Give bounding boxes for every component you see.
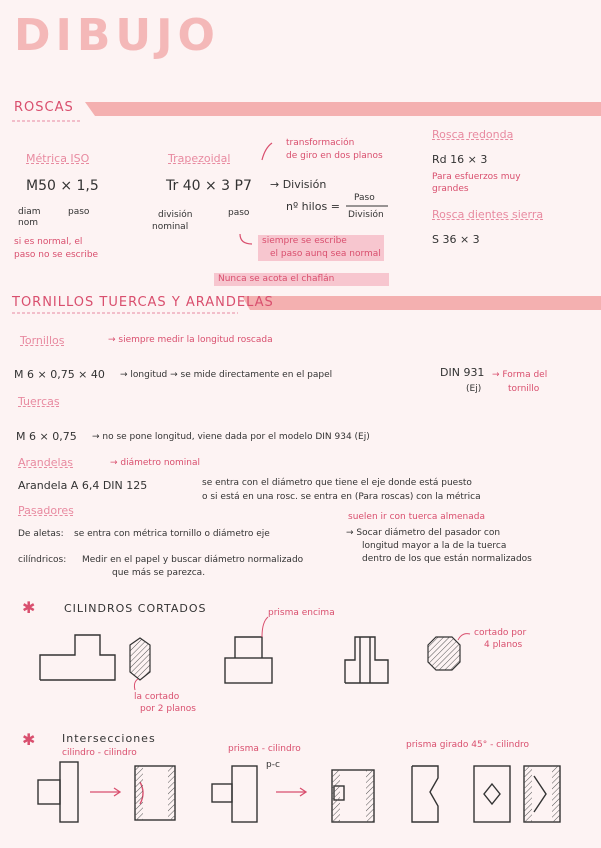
suelen-text: suelen ir con tuerca almenada [348, 512, 485, 522]
trapezoidal-division1: división [158, 210, 193, 220]
tuerca-code: M 6 × 0,75 [16, 430, 77, 443]
tornillos-heading: TORNILLOS TUERCAS Y ARANDELAS [12, 295, 274, 310]
redonda-note1: Para esfuerzos muy [432, 172, 521, 182]
trapezoidal-hilos: nº hilos = [286, 200, 340, 213]
trapezoidal-division2: nominal [152, 222, 189, 232]
interseccion-cc-1 [38, 762, 78, 822]
aletas-right2: longitud mayor a la de la tuerca [362, 541, 507, 551]
forma1: → Forma del [492, 370, 548, 380]
redonda-label: Rosca redonda [432, 128, 514, 141]
trapezoidal-siempre2: el paso aunq sea normal [270, 249, 381, 259]
forma2: tornillo [508, 384, 540, 394]
interseccion-pg-2 [474, 766, 510, 822]
trapezoidal-arrow-text: → División [270, 178, 327, 191]
aletas-text: se entra con métrica tornillo o diámetro eje [74, 529, 270, 539]
cortado2b: por 2 planos [140, 704, 196, 714]
cortado2a: la cortado [134, 692, 180, 702]
cil-text2: que más se parezca. [112, 568, 206, 578]
metrica-paso: paso [68, 207, 90, 217]
trapezoidal-paso: paso [228, 208, 250, 218]
tornillos-note: → siempre medir la longitud roscada [108, 335, 273, 345]
trapezoidal-transf2: de giro en dos planos [286, 151, 383, 161]
trapezoidal-siempre1: siempre se escribe [262, 236, 347, 246]
redonda-note2: grandes [432, 184, 469, 194]
prisma-label: prisma encima [268, 608, 335, 618]
pasadores-label: Pasadores [18, 504, 74, 517]
metrica-note1: si es normal, el [14, 237, 83, 247]
metrica-diam: diam [18, 207, 41, 217]
cortado1b: 4 planos [484, 640, 523, 650]
interseccion-pg-1 [412, 766, 438, 822]
star-icon: ✱ [22, 598, 36, 617]
arandela-text2: o si está en una rosc. se entra en (Para roscas) con la métrica [202, 492, 481, 502]
trapezoidal-label: Trapezoidal [168, 152, 231, 165]
cilindro-drawing-1 [40, 635, 115, 680]
din-code: DIN 931 [440, 366, 485, 379]
tornillos-label: Tornillos [20, 334, 65, 347]
arandela-text1: se entra con el diámetro que tiene el eje donde está puesto [202, 478, 472, 488]
roscas-bar [85, 102, 601, 116]
trapezoidal-code: Tr 40 × 3 P7 [166, 178, 252, 194]
arandela-code: Arandela A 6,4 DIN 125 [18, 479, 148, 492]
dientes-label: Rosca dientes sierra [432, 208, 544, 221]
trapezoidal-transf1: transformación [286, 138, 355, 148]
redonda-code: Rd 16 × 3 [432, 153, 488, 166]
tornillo-text: → longitud → se mide directamente en el papel [120, 370, 333, 380]
pg-label: prisma girado 45° - cilindro [406, 740, 530, 750]
pc-label: prisma - cilindro [228, 744, 301, 754]
tuercas-label: Tuercas [18, 395, 60, 408]
cilindro-drawing-4 [345, 637, 388, 683]
cilindros-heading: CILINDROS CORTADOS [64, 602, 207, 615]
page-title: DIBUJO [14, 10, 220, 61]
pc-short: p-c [266, 760, 280, 770]
tornillo-code: M 6 × 0,75 × 40 [14, 368, 105, 381]
cilindro-drawing-2 [130, 638, 150, 680]
star-icon-2: ✱ [22, 730, 36, 749]
arandela-note: → diámetro nominal [110, 458, 201, 468]
metrica-code: M50 × 1,5 [26, 178, 99, 194]
arandelas-label: Arandelas [18, 456, 74, 469]
aletas-label: De aletas: [18, 529, 64, 539]
tuerca-text: → no se pone longitud, viene dada por el modelo DIN 934 (Ej) [92, 432, 370, 442]
ej1: (Ej) [466, 384, 482, 394]
cc-label: cilindro - cilindro [62, 748, 137, 758]
nunca-text: Nunca se acota el chaflán [218, 274, 335, 284]
trapezoidal-frac-bottom: División [348, 210, 384, 220]
intersecciones-heading: Intersecciones [62, 732, 156, 745]
tornillos-bar [242, 296, 601, 310]
cil-label: cilíndricos: [18, 555, 67, 565]
cilindro-drawing-3 [225, 637, 272, 683]
cortado1a: cortado por [474, 628, 527, 638]
cil-text1: Medir en el papel y buscar diámetro normalizado [82, 555, 304, 565]
trapezoidal-frac-top: Paso [354, 193, 375, 203]
dientes-code: S 36 × 3 [432, 233, 480, 246]
aletas-right1: → Socar diámetro del pasador con [346, 528, 501, 538]
interseccion-pc-1 [212, 766, 257, 822]
roscas-heading: ROSCAS [14, 100, 74, 115]
aletas-right3: dentro de los que están normalizados [362, 554, 532, 564]
metrica-label: Métrica ISO [26, 152, 90, 165]
cilindro-drawing-5 [428, 637, 460, 670]
metrica-nom: nom [18, 218, 38, 228]
metrica-note2: paso no se escribe [14, 250, 99, 260]
